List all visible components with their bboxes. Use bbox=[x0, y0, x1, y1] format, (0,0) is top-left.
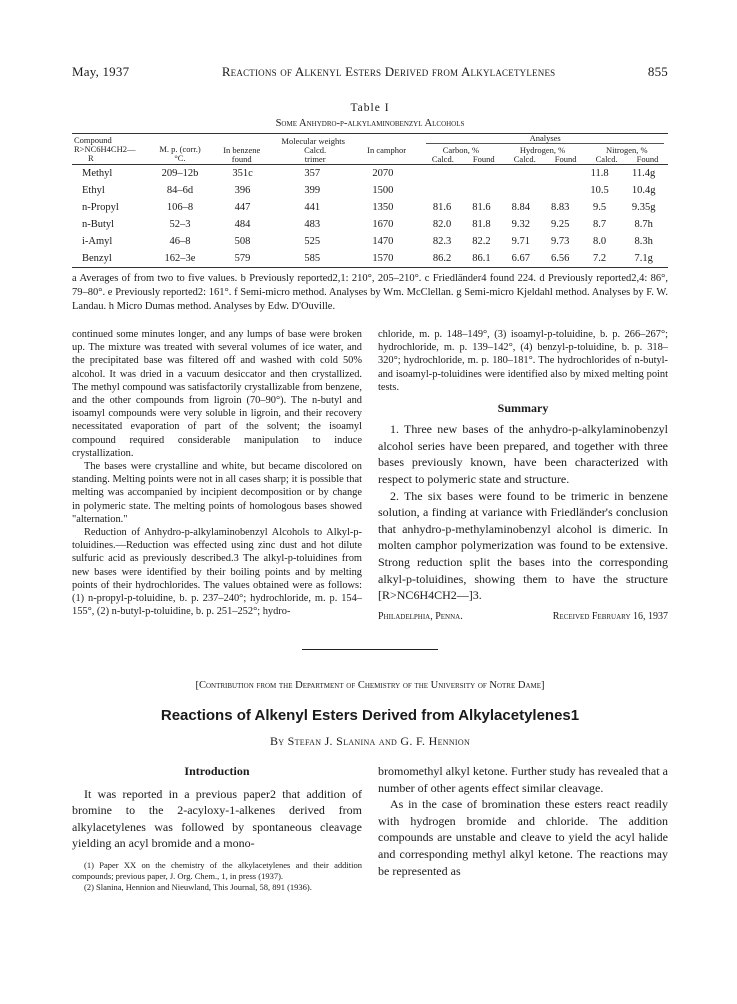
table-row bbox=[72, 216, 668, 233]
cell-hc bbox=[501, 165, 540, 183]
article-title: Reactions of Alkenyl Esters Derived from Alkylacetylenes1 bbox=[160, 706, 580, 724]
compound-name: n-Butyl bbox=[82, 219, 115, 230]
cell-hc: 6.67 bbox=[511, 253, 530, 264]
cell-hf: 6.56 bbox=[551, 253, 570, 264]
paragraph: continued some minutes longer, and any lumps of base were broken up. The mixture was treated with several volumes of ice water, and the precipitated base was filtered off and washed with cold 50% alcohol. It was dried in a vacuum desiccator and then crystallized. The methyl compound was satisfactorily crystallizable from benzene, and the other compounds from ligroin (70–90°). The n-butyl and isoamyl compounds were very soluble in ligroin, and their recovery necessitated evaporation of part of the solvent; the isoamyl compound required considerable manipulation to induce crystallization. bbox=[72, 329, 362, 459]
cell-cc bbox=[422, 165, 461, 183]
cell-camph: 1350 bbox=[372, 202, 394, 213]
left-column bbox=[72, 328, 362, 623]
reference: (2) Slanina, Hennion and Nieuwland, This Journal, 58, 891 (1936). bbox=[84, 881, 312, 892]
cell-hc: 8.84 bbox=[511, 202, 530, 213]
cell-benz: 508 bbox=[234, 236, 251, 247]
summary-heading: Summary bbox=[497, 401, 549, 416]
data-table bbox=[72, 133, 668, 268]
col-mw-group: Molecular weights In benzene found Calcd. trimer In camphor bbox=[223, 136, 407, 164]
cell-benz: 579 bbox=[234, 253, 251, 264]
cell-nc: 9.5 bbox=[593, 202, 607, 213]
section-divider bbox=[302, 649, 438, 650]
cell-cc: 82.0 bbox=[432, 219, 452, 230]
cell-camph: 1670 bbox=[372, 219, 394, 230]
cell-cf: 86.1 bbox=[472, 253, 491, 264]
intro-heading: Introduction bbox=[184, 763, 250, 778]
intro-left-column bbox=[72, 763, 362, 893]
cell-mp: 106–8 bbox=[166, 202, 194, 213]
cell-trimer: 399 bbox=[304, 185, 321, 196]
compound-name: n-Propyl bbox=[82, 202, 119, 213]
cell-nf: 8.7h bbox=[634, 219, 653, 230]
cell-benz: 351c bbox=[232, 168, 253, 179]
col-compound: Compound R>NC6H4CH2— R bbox=[74, 135, 136, 163]
contribution-line: [Contribution from the Department of Chemistry of the University of Notre Dame] bbox=[195, 679, 545, 691]
summary-point: 1. Three new bases of the anhydro-p-alkylaminobenzyl alcohol series have been prepared, and together with three bases previously known, have been characterized with respect to polymeric state and structure. bbox=[378, 422, 668, 486]
compound-name: i-Amyl bbox=[82, 236, 113, 247]
received-date: Received February 16, 1937 bbox=[552, 610, 668, 622]
cell-hf: 8.83 bbox=[551, 202, 570, 213]
col-mp: M. p. (corr.) °C. bbox=[159, 144, 201, 163]
cell-hf bbox=[541, 182, 580, 199]
cell-hf: 9.25 bbox=[551, 219, 570, 230]
cell-nf: 9.35g bbox=[631, 202, 656, 213]
cell-hf bbox=[541, 165, 580, 183]
location: Philadelphia, Penna. bbox=[378, 610, 463, 622]
references bbox=[72, 860, 362, 893]
cell-nc: 8.7 bbox=[593, 219, 607, 230]
paragraph: It was reported in a previous paper2 that addition of bromine to the 2-acyloxy-1-alkenes derived from alkylacetylenes was followed by spontaneous cleavage yielding an acyl bromide and a mono- bbox=[72, 786, 362, 851]
table-row bbox=[72, 250, 668, 268]
cell-mp: 84–6d bbox=[166, 185, 194, 196]
compound-name: Ethyl bbox=[82, 185, 105, 196]
summary-point: 2. The six bases were found to be trimeric in benzene solution, a finding at variance with Friedländer's conclusion that anhydro-p-methylaminobenzyl alcohol is dimeric. In molten camphor polymerization was found to be extensive. Strong reduction split the bases into the corresponding alkyl-p-toluidines, showing them to have the structure [R>NC6H4CH2—]3. bbox=[378, 488, 668, 603]
reference: (1) Paper XX on the chemistry of the alkylacetylenes and their addition compounds; previous paper, J. Org. Chem., 1, in press (1937). bbox=[72, 859, 362, 881]
cell-hf: 9.73 bbox=[551, 236, 570, 247]
cell-trimer: 357 bbox=[304, 168, 321, 179]
cell-nf: 10.4g bbox=[631, 185, 656, 196]
cell-nc: 11.8 bbox=[590, 168, 609, 179]
cell-cf bbox=[462, 165, 501, 183]
table-row bbox=[72, 182, 668, 199]
running-header bbox=[72, 64, 668, 80]
table-footnotes: a Averages of from two to five values. b Previously reported2,1: 210°, 205–210°. c Friedländer4 found 224. d Previously reported2,4: 86°, 79–80°. e Previously reported2: 161°. f Semi-micro method. Analyses by Wm. McClellan. g Semi-micro Kjeldahl method. Analyses by F. W. Landau. h Micro Dumas method. Analyses by Edw. D'Ouville. bbox=[72, 273, 668, 312]
cell-trimer: 483 bbox=[304, 219, 321, 230]
cell-cf bbox=[462, 182, 501, 199]
summary bbox=[378, 421, 668, 604]
authors: By Stefan J. Slanina and G. F. Hennion bbox=[269, 733, 471, 748]
cell-hc: 9.71 bbox=[511, 236, 530, 247]
cell-mp: 209–12b bbox=[161, 168, 199, 179]
cell-cc: 86.2 bbox=[432, 253, 452, 264]
signature-line bbox=[378, 610, 668, 623]
cell-mp: 46–8 bbox=[169, 236, 191, 247]
cell-benz: 447 bbox=[234, 202, 251, 213]
cell-cc: 82.3 bbox=[432, 236, 452, 247]
upper-columns bbox=[72, 328, 668, 623]
cell-camph: 1470 bbox=[372, 236, 394, 247]
table-subtitle: Some Anhydro-p-alkylaminobenzyl Alcohols bbox=[275, 118, 465, 129]
paragraph: chloride, m. p. 148–149°, (3) isoamyl-p-toluidine, b. p. 266–267°; hydrochloride, m. p. 139–142°, (4) benzyl-p-toluidine, b. p. 318–320°; hydrochloride, m. p. 180–181°. The hydrochlorides of n-butyl- and isoamyl-p-toluidines were identified also by mixed melting point tests. bbox=[378, 329, 668, 393]
paragraph: The bases were crystalline and white, but became discolored on standing. Melting points were not in all cases sharp; it is possible that melting was accompanied by incipient decomposition or by change in polymeric state. The melting points of homologous bases showed "alternation." bbox=[72, 461, 362, 525]
intro-right-column bbox=[378, 763, 668, 893]
table-row bbox=[72, 233, 668, 250]
cell-benz: 396 bbox=[234, 185, 251, 196]
cell-hc: 9.32 bbox=[511, 219, 530, 230]
table-row bbox=[72, 165, 668, 183]
paragraph: Reduction of Anhydro-p-alkylaminobenzyl Alcohols to Alkyl-p-toluidines.—Reduction was effected using zinc dust and hot dilute sulfuric acid as previously described.3 The alkyl-p-toluidines from new bases were identified by their boiling points and by melting points of their hydrochlorides. The values obtained were as follows: (1) n-propyl-p-toluidine, b. p. 237–240°; hydrochloride, m. p. 154–155°, (2) n-butyl-p-toluidine, b. p. 251–252°; hydro- bbox=[72, 527, 362, 618]
page-number: 855 bbox=[647, 64, 668, 79]
cell-nc: 7.2 bbox=[593, 253, 607, 264]
header-date: May, 1937 bbox=[72, 64, 130, 79]
cell-benz: 484 bbox=[234, 219, 251, 230]
cell-trimer: 441 bbox=[304, 202, 321, 213]
cell-hc bbox=[501, 182, 540, 199]
compound-name: Benzyl bbox=[82, 253, 112, 264]
cell-camph: 2070 bbox=[372, 168, 394, 179]
cell-camph: 1500 bbox=[372, 185, 394, 196]
cell-cf: 82.2 bbox=[472, 236, 491, 247]
paragraph: bromomethyl alkyl ketone. Further study has revealed that a number of other agents effect similar cleavage. bbox=[378, 763, 668, 795]
cell-mp: 52–3 bbox=[169, 219, 191, 230]
cell-mp: 162–3e bbox=[164, 253, 196, 264]
cell-cc: 81.6 bbox=[432, 202, 452, 213]
cell-camph: 1570 bbox=[372, 253, 394, 264]
journal-page bbox=[72, 64, 668, 893]
cell-nf: 7.1g bbox=[634, 253, 653, 264]
cell-trimer: 525 bbox=[304, 236, 321, 247]
compound-name: Methyl bbox=[82, 168, 113, 179]
cell-nc: 10.5 bbox=[590, 185, 609, 196]
cell-cf: 81.8 bbox=[472, 219, 491, 230]
cell-cc bbox=[422, 182, 461, 199]
cell-nc: 8.0 bbox=[593, 236, 607, 247]
header-title: Reactions of Alkenyl Esters Derived from Alkylacetylenes bbox=[221, 64, 556, 79]
cell-nf: 11.4g bbox=[632, 168, 656, 179]
right-column bbox=[378, 328, 668, 623]
table-row bbox=[72, 199, 668, 216]
paragraph: As in the case of bromination these esters react readily with hydrogen bromide and chloride. The addition compounds are unstable and cleave to yield the acyl halide and corresponding methyl alkyl ketone. The reactions may be represented as bbox=[378, 797, 668, 878]
lower-columns bbox=[72, 763, 668, 893]
cell-cf: 81.6 bbox=[472, 202, 491, 213]
table-label: Table I bbox=[350, 102, 390, 114]
cell-trimer: 585 bbox=[304, 253, 321, 264]
col-analyses-group: Analyses Carbon, % Hydrogen, % Nitrogen, % Calcd. Found Calcd. Found Calcd. Found bbox=[422, 134, 668, 165]
cell-nf: 8.3h bbox=[634, 236, 653, 247]
